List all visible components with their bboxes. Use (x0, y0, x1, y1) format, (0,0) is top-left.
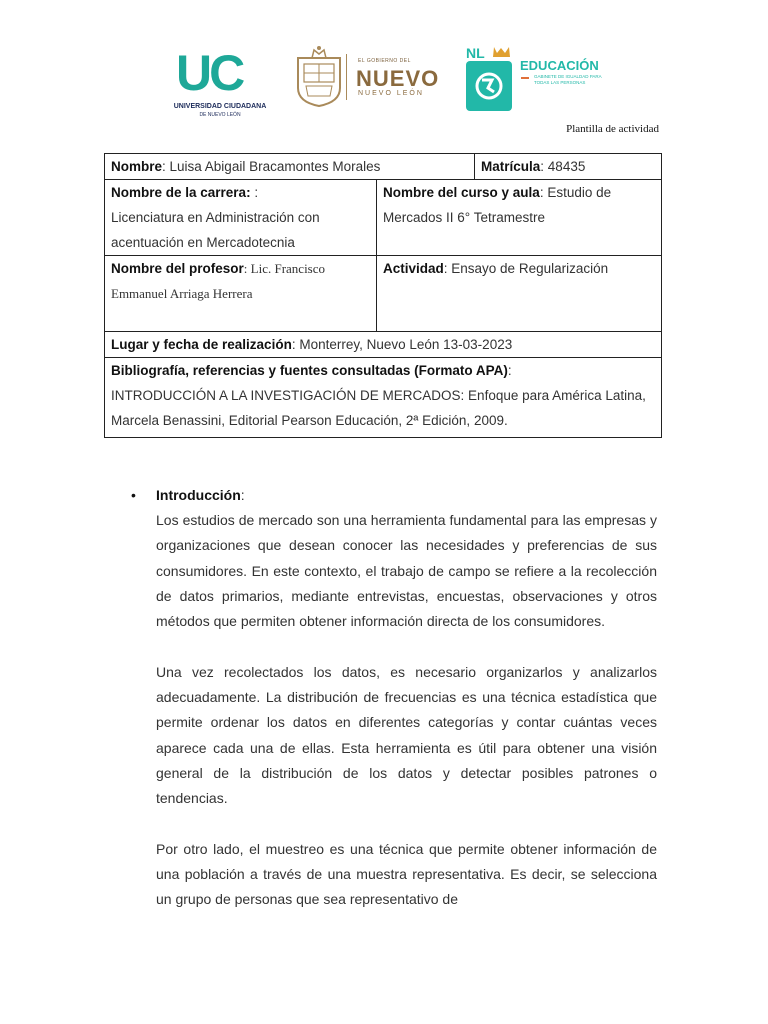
cell-bibliografia (105, 358, 662, 438)
table-row-profesor (105, 256, 662, 332)
gobierno-sub-text: NUEVO LEÓN (358, 90, 424, 97)
carrera-label: Nombre de la carrera: (111, 185, 251, 200)
actividad-label: Actividad (383, 261, 444, 276)
nuevo-leon-shield-icon (294, 44, 344, 108)
cell-actividad (377, 256, 662, 332)
logo-divider (346, 54, 347, 100)
table-row-carrera (105, 180, 662, 256)
gobierno-small-text: EL GOBIERNO DEL (358, 58, 411, 64)
educacion-accent-bar (521, 77, 529, 79)
bullet-icon: • (131, 487, 136, 503)
cell-profesor (105, 256, 377, 332)
lugar-label: Lugar y fecha de realización (111, 337, 292, 352)
introduccion-heading (156, 483, 245, 508)
template-label: Plantilla de actividad (566, 123, 659, 135)
carrera-text: Licenciatura en Administración con acentuación en Mercadotecnia (111, 210, 320, 250)
nl-educacion-logo (464, 44, 624, 114)
bibliografia-label: Bibliografía, referencias y fuentes consultadas (Formato APA) (111, 363, 508, 378)
table-row-nombre (105, 154, 662, 180)
cell-carrera (105, 180, 377, 256)
curso-value: : Estudio de Mercados II 6° Tetramestre (383, 185, 612, 225)
paragraph: Los estudios de mercado son una herramienta fundamental para las empresas y organizaciones que desean conocer las necesidades y preferencias de sus consumidores. En este contexto, el trabajo de campo se refiere a la recolección de datos primarios, mediante entrevistas, encuestas, observaciones y otros métodos que permiten obtener información directa de los consumidores. (156, 512, 657, 630)
lugar-value: : Monterrey, Nuevo León 13-03-2023 (291, 337, 513, 352)
profesor-value: : Lic. Francisco Emmanuel Arriaga Herrera (111, 261, 326, 301)
gobierno-nuevo-leon-logo (294, 44, 444, 108)
uc-logo-name: UNIVERSIDAD CIUDADANA (173, 103, 267, 110)
nl-badge-letters: NL (466, 45, 485, 61)
educacion-subtitle: GABINETE DE IGUALDAD PARA TODAS LAS PERSONAS (534, 74, 602, 85)
cell-curso (377, 180, 662, 256)
carrera-value: : (250, 185, 259, 200)
table-row-lugar (105, 332, 662, 358)
table-row-bibliografia (105, 358, 662, 438)
activity-info-table (104, 153, 662, 438)
matricula-value: : 48435 (540, 159, 586, 174)
profesor-label: Nombre del profesor (111, 261, 244, 276)
uc-logo-letters: UC (176, 45, 243, 101)
introduccion-body (156, 508, 657, 938)
cell-matricula (475, 154, 662, 180)
curso-label: Nombre del curso y aula (383, 185, 540, 200)
nombre-label: Nombre (111, 159, 163, 174)
bibliografia-text: INTRODUCCIÓN A LA INVESTIGACIÓN DE MERCADOS: Enfoque para América Latina, Marcela Benassini, Editorial Pearson Educación, 2ª Edición, 2009. (111, 388, 646, 428)
uc-logo-sub: DE NUEVO LEÓN (199, 112, 241, 118)
nombre-value: : Luisa Abigail Bracamontes Morales (162, 159, 381, 174)
paragraph: Una vez recolectados los datos, es necesario organizarlos y analizarlos adecuadamente. La distribución de frecuencias es una técnica estadística que permite ordenar los datos en diferentes categorías y contar cuántas veces aparece cada una de ellas. Esta herramienta es útil para obtener una visión general de la distribución de los datos y detectar posibles patrones o tendencias. (156, 663, 657, 807)
logo-strip (0, 44, 768, 120)
introduccion-label: Introducción (156, 487, 241, 503)
matricula-label: Matrícula (481, 159, 541, 174)
actividad-value: : Ensayo de Regularización (443, 261, 609, 276)
cell-nombre (105, 154, 475, 180)
gobierno-big-text: NUEVO (356, 66, 440, 91)
cell-lugar (105, 332, 662, 358)
educacion-title: EDUCACIÓN (520, 58, 599, 73)
introduccion-colon: : (240, 487, 245, 503)
paragraph: Por otro lado, el muestreo es una técnica que permite obtener información de una población a través de una muestra representativa. Es decir, se selecciona un grupo de personas que sea representativo de (156, 840, 657, 908)
nl-educacion-badge-icon (464, 44, 516, 114)
uc-logo (170, 45, 270, 120)
bibliografia-colon: : (507, 363, 512, 378)
